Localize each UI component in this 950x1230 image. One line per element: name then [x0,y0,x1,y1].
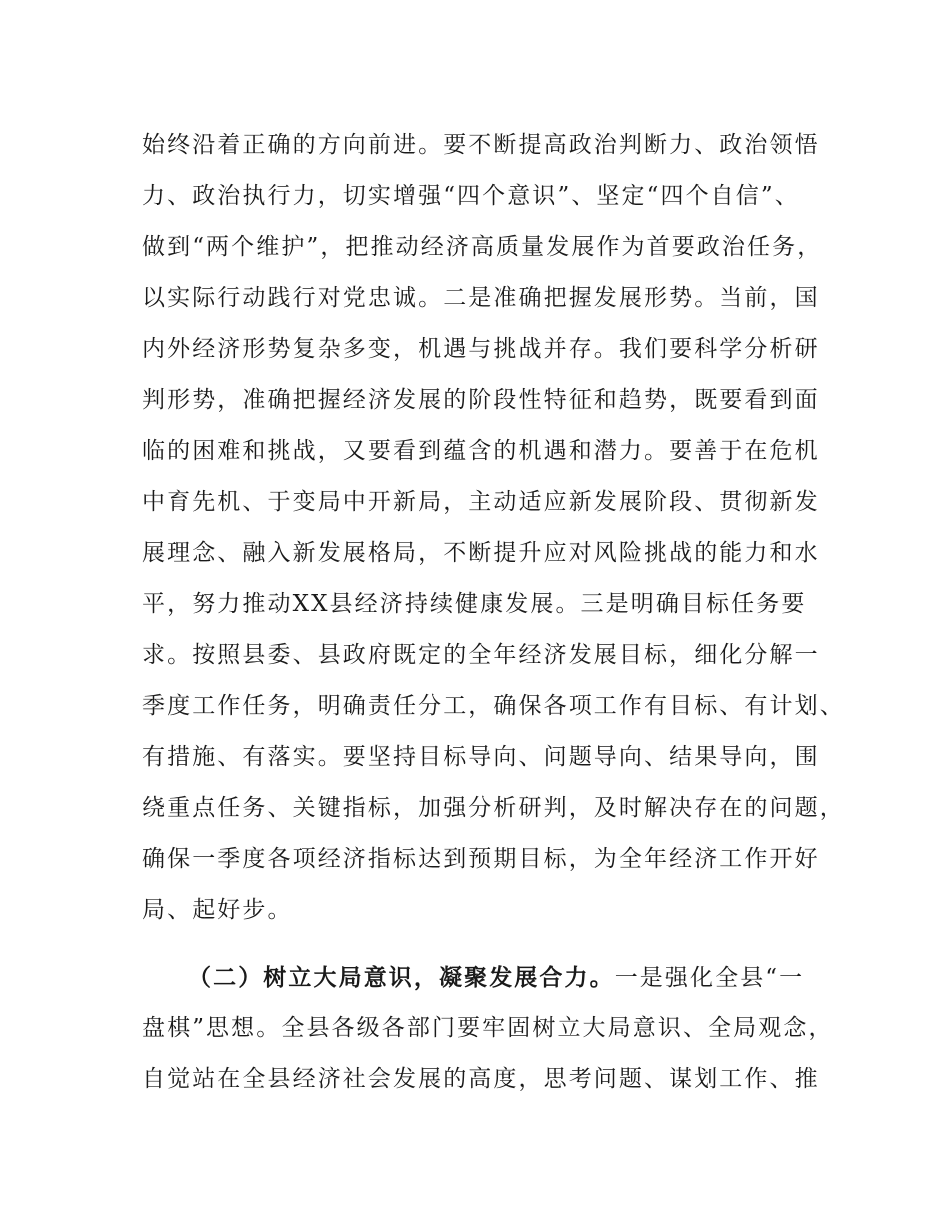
section-heading: （二）树立大局意识，凝聚发展合力。 [188,964,615,991]
paragraph-line: 求。按照县委、县政府既定的全年经济发展目标，细化分解一 [142,642,820,668]
paragraph-line: 有措施、有落实。要坚持目标导向、问题导向、结果导向，围 [142,744,820,770]
paragraph-line: 临的困难和挑战，又要看到蕴含的机遇和潜力。要善于在危机 [142,438,820,464]
paragraph-line: 确保一季度各项经济指标达到预期目标，为全年经济工作开好 [142,846,820,872]
section-heading-line [142,952,832,1003]
paragraph-spacer [142,936,832,952]
paragraph-line: 力、政治执行力，切实增强“四个意识”、坚定“四个自信”、 [142,183,800,209]
paragraph-line: 展理念、融入新发展格局，不断提升应对风险挑战的能力和水 [142,540,820,566]
paragraph-line: 自觉站在全县经济社会发展的高度，思考问题、谋划工作、推 [142,1066,820,1092]
paragraph-1 [142,120,845,936]
paragraph-line: 局、起好步。 [142,897,293,923]
paragraph-line: 盘棋”思想。全县各级各部门要牢固树立大局意识、全局观念， [142,1015,834,1041]
paragraph-line: 以实际行动践行对党忠诚。二是准确把握发展形势。当前，国 [142,285,820,311]
paragraph-2 [142,952,832,1105]
heading-line-continuation: 一是强化全县“一 [614,965,805,991]
paragraph-line: 内外经济形势复杂多变，机遇与挑战并存。我们要科学分析研 [142,336,820,362]
paragraph-line: 中育先机、于变局中开新局，主动适应新发展阶段、贯彻新发 [142,489,820,515]
paragraph-line: 始终沿着正确的方向前进。要不断提高政治判断力、政治领悟 [142,132,820,158]
paragraph-line: 绕重点任务、关键指标，加强分析研判，及时解决存在的问题， [142,795,845,821]
paragraph-line: 判形势，准确把握经济发展的阶段性特征和趋势，既要看到面 [142,387,820,413]
paragraph-line: 季度工作任务，明确责任分工，确保各项工作有目标、有计划、 [142,693,845,719]
paragraph-line: 做到“两个维护”，把推动经济高质量发展作为首要政治任务， [142,234,823,260]
paragraph-line: 平，努力推动XX县经济持续健康发展。三是明确目标任务要 [142,591,807,617]
document-body [142,120,845,1105]
